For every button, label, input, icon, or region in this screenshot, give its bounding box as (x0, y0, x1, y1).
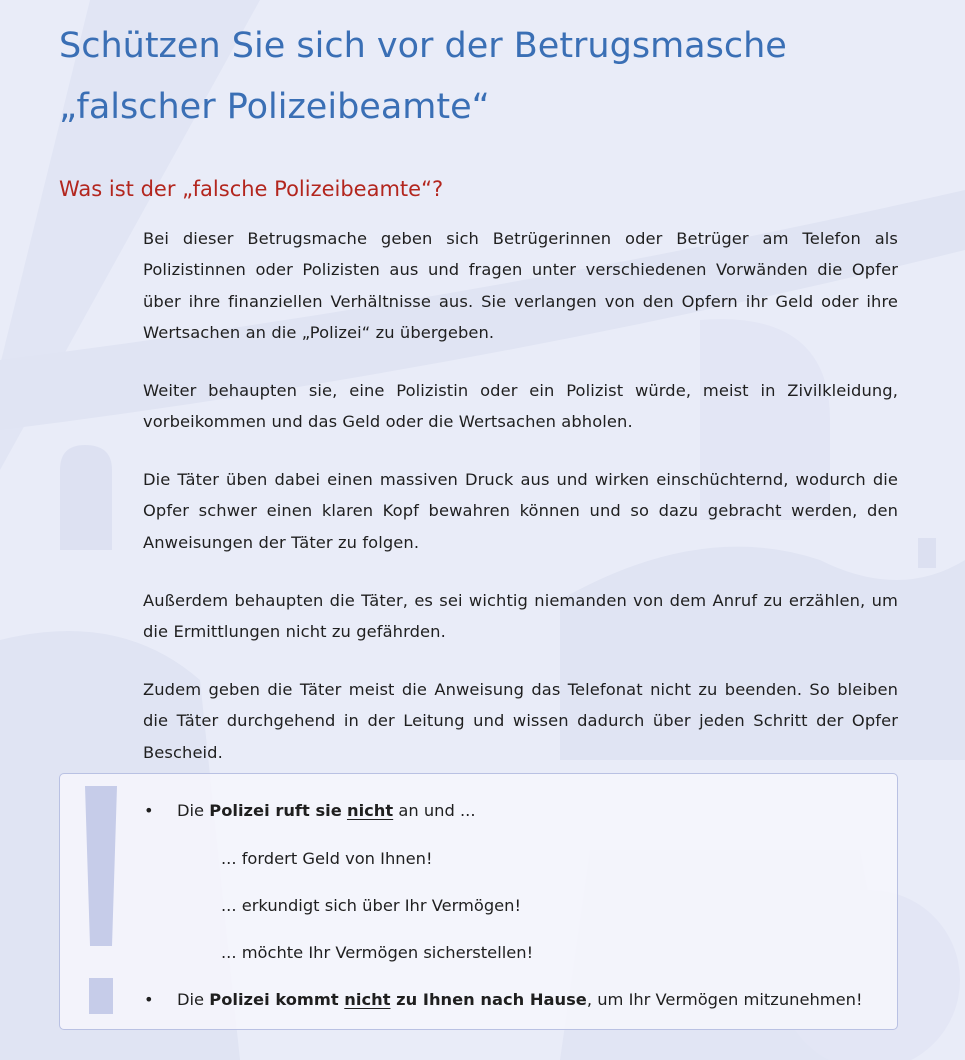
warning-subitem-1: ... fordert Geld von Ihnen! (221, 849, 433, 868)
warning-item-1-text (177, 799, 476, 823)
warning-item-2-suffix: , um Ihr Vermögen mitzunehmen! (586, 990, 863, 1009)
warning-item-1-suffix: an und ... (393, 801, 476, 820)
warning-item-2-prefix: Die (177, 990, 210, 1009)
bullet-marker: • (144, 990, 154, 1009)
warning-box (59, 773, 898, 1030)
page-title (59, 16, 939, 138)
paragraph-3: Die Täter üben dabei einen massiven Druck aus und wirken einschüchternd, wodurch die Opfer schwer einen klaren Kopf bewahren können und so dazu gebracht werden, den Anweisungen der Täter zu folgen. (143, 470, 898, 552)
paragraph-2: Weiter behaupten sie, eine Polizistin oder ein Polizist würde, meist in Zivilkleidung, vorbeikommen und das Geld oder die Wertsachen abholen. (143, 381, 898, 432)
warning-item-1-negation: nicht (346, 801, 394, 820)
warning-item-1-emphasis: Polizei ruft sie (209, 801, 342, 820)
warning-subitem-2: ... erkundigt sich über Ihr Vermögen! (221, 896, 522, 915)
bullet-marker: • (144, 801, 154, 820)
page-title-line-2: „falscher Polizeibeamte“ (59, 87, 490, 127)
warning-item-2-negation: nicht (344, 990, 391, 1009)
paragraph-4: Außerdem behaupten die Täter, es sei wichtig niemanden von dem Anruf zu erzählen, um die Ermittlungen nicht zu gefährden. (143, 591, 898, 642)
paragraph-1: Bei dieser Betrugsmache geben sich Betrügerinnen oder Betrüger am Telefon als Polizistinnen oder Polizisten aus und fragen unter verschiedenen Vorwänden die Opfer über ihre finanziellen Verhältnisse aus. Sie verlangen von den Opfern ihr Geld oder ihre Wertsachen an die „Polizei“ zu übergeben. (143, 229, 898, 342)
paragraph-5: Zudem geben die Täter meist die Anweisung das Telefonat nicht zu beenden. So bleiben die Täter durchgehend in der Leitung und wissen dadurch über jeden Schritt der Opfer Bescheid. (143, 680, 898, 762)
warning-item-1-prefix: Die (177, 801, 210, 820)
section-heading: Was ist der „falsche Polizeibeamte“? (59, 177, 444, 201)
warning-item-2-text (177, 988, 863, 1012)
warning-subitem-3: ... möchte Ihr Vermögen sicherstellen! (221, 943, 534, 962)
exclamation-icon (85, 786, 117, 1014)
warning-item-2-emphasis-2: zu Ihnen nach Hause (390, 990, 587, 1009)
warning-item-2-emphasis: Polizei kommt (209, 990, 339, 1009)
page-title-line-1: Schützen Sie sich vor der Betrugsmasche (59, 26, 787, 66)
